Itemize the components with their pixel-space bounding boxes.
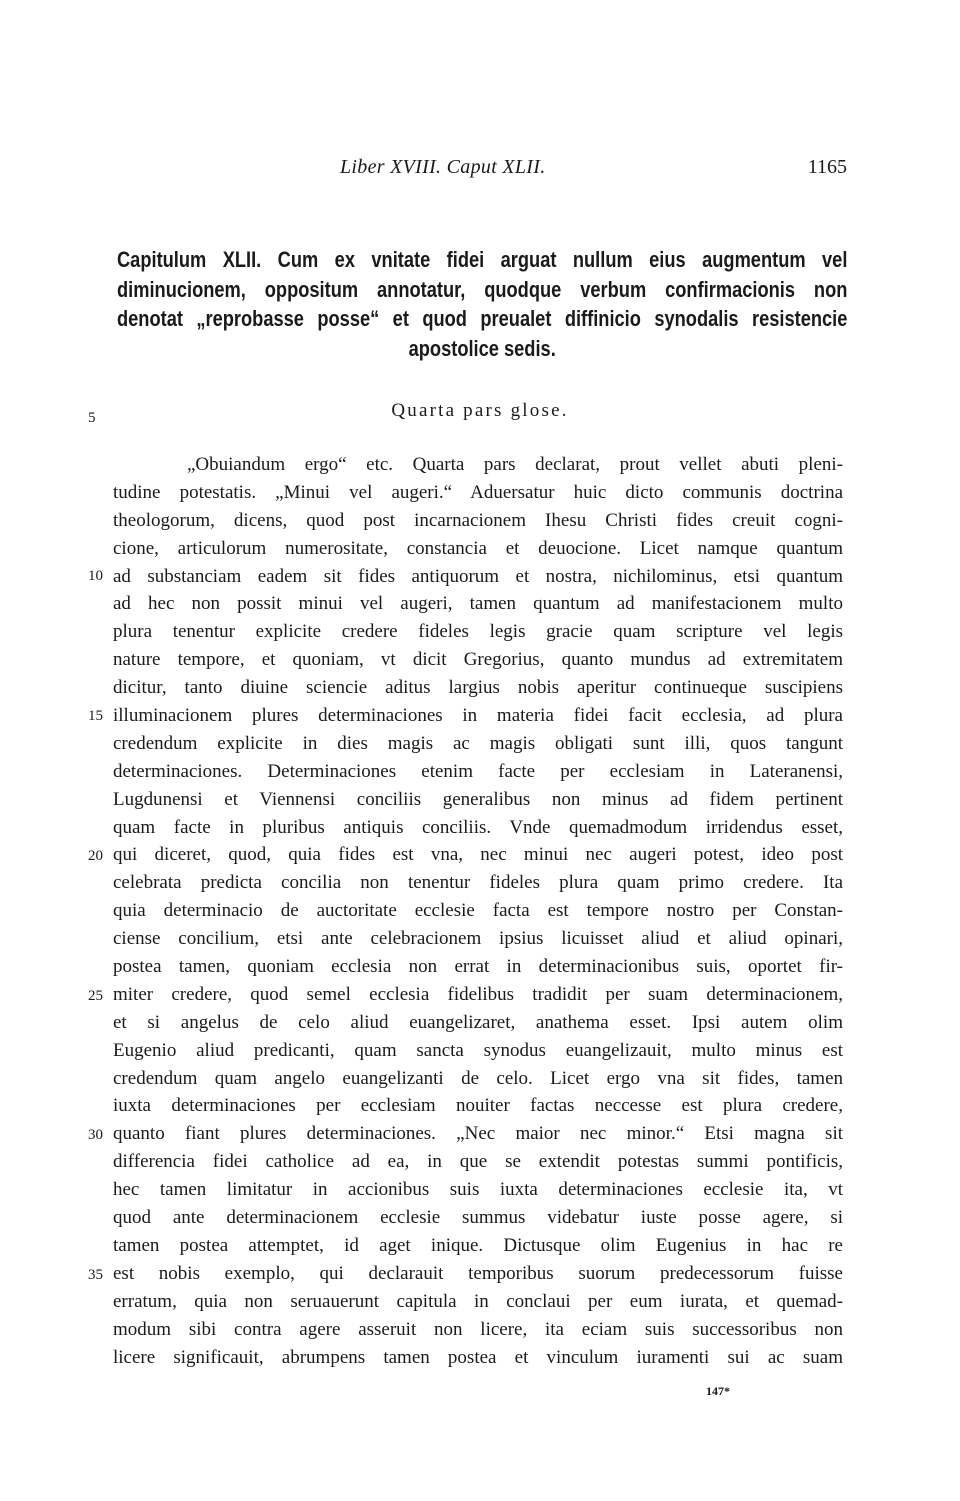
text-line: tudine potestatis. „Minui vel augeri.“ Aduersatur huic dicto communis doctrina <box>113 481 843 503</box>
text-line: plura tenentur explicite credere fideles legis gracie quam scripture vel legis <box>113 621 843 643</box>
text-line: quod ante determinacionem ecclesie summus videbatur iuste posse agere, si <box>113 1207 843 1229</box>
text-line: quia determinacio de auctoritate ecclesie facta est tempore nostro per Constan- <box>113 900 843 922</box>
text-line: nature tempore, et quoniam, vt dicit Gregorius, quanto mundus ad extremitatem <box>113 649 843 671</box>
chapter-heading-line: diminucionem, oppositum annotatur, quodque verbum confirmacionis non <box>117 276 848 302</box>
chapter-heading <box>117 245 847 363</box>
text-line: postea tamen, quoniam ecclesia non errat in determinacionibus suis, oportet fir- <box>113 956 843 978</box>
text-line: determinaciones. Determinaciones etenim facte per ecclesiam in Lateranensi, <box>113 760 843 782</box>
text-line: „Obuiandum ergo“ etc. Quarta pars declarat, prout vellet abuti pleni- <box>187 454 843 475</box>
text-line: Eugenio aliud predicanti, quam sancta synodus euangelizauit, multo minus est <box>113 1039 843 1061</box>
line-marker: 5 <box>88 410 96 426</box>
text-line: Lugdunensi et Viennensi conciliis generalibus non minus ad fidem pertinent <box>113 788 843 810</box>
line-marker: 15 <box>88 708 103 724</box>
text-line: ciense concilium, etsi ante celebracionem ipsius licuisset aliud et aliud opinari, <box>113 928 843 950</box>
text-line: licere significauit, abrumpens tamen postea et vinculum iuramenti sui ac suam <box>113 1346 843 1368</box>
chapter-heading-line: apostolice sedis. <box>408 335 556 361</box>
text-line: quam facte in pluribus antiquis conciliis. Vnde quemadmodum irridendus esset, <box>113 816 843 838</box>
line-marker: 35 <box>88 1267 103 1283</box>
chapter-heading-line: denotat „reprobasse posse“ et quod preualet diffinicio synodalis resistencie <box>117 306 848 331</box>
text-line: est nobis exemplo, qui declarauit temporibus suorum predecessorum fuisse <box>113 1262 843 1284</box>
text-line: theologorum, dicens, quod post incarnacionem Ihesu Christi fides creuit cogni- <box>113 509 843 531</box>
text-line: credendum quam angelo euangelizanti de celo. Licet ergo vna sit fides, tamen <box>113 1067 843 1089</box>
line-marker: 20 <box>88 848 103 864</box>
text-line: ad substanciam eadem sit fides antiquorum et nostra, nichilominus, etsi quantum <box>113 565 843 587</box>
text-line: iuxta determinaciones per ecclesiam nouiter factas neccesse est plura credere, <box>113 1095 843 1117</box>
text-line: differencia fidei catholice ad ea, in que se extendit potestas summi pontificis, <box>113 1151 843 1173</box>
text-line: qui diceret, quod, quia fides est vna, nec minui nec augeri potest, ideo post <box>113 844 843 866</box>
text-line: celebrata predicta concilia non tenentur fideles plura quam primo credere. Ita <box>113 872 843 894</box>
page-number: 1165 <box>807 156 847 178</box>
text-line: cione, articulorum numerositate, constancia et deuocione. Licet namque quantum <box>113 537 843 559</box>
section-heading: Quarta pars glose. <box>391 400 569 421</box>
text-line: ad hec non possit minui vel augeri, tamen quantum ad manifestacionem multo <box>113 593 843 615</box>
text-line: quanto fiant plures determinaciones. „Nec maior nec minor.“ Etsi magna sit <box>113 1123 843 1145</box>
line-marker: 25 <box>88 988 103 1004</box>
text-line: illuminacionem plures determinaciones in materia fidei facit ecclesia, ad plura <box>113 705 843 727</box>
text-line: erratum, quia non seruauerunt capitula in conclaui per eum iurata, et quemad- <box>113 1290 843 1312</box>
text-line: hec tamen limitatur in accionibus suis iuxta determinaciones ecclesie ita, vt <box>113 1179 843 1201</box>
text-line: tamen postea attemptet, id aget inique. Dictusque olim Eugenius in hac re <box>113 1234 843 1256</box>
text-line: dicitur, tanto diuine sciencie aditus largius nobis aperitur continueque suscipiens <box>113 677 843 699</box>
chapter-heading-line: Capitulum XLII. Cum ex vnitate fidei arguat nullum eius augmentum vel <box>117 247 848 272</box>
line-marker: 10 <box>88 568 103 584</box>
signature-mark: 147* <box>706 1384 730 1398</box>
text-line: miter credere, quod semel ecclesia fidelibus tradidit per suam determinacionem, <box>113 983 843 1005</box>
body-text <box>113 451 843 1371</box>
text-line: modum sibi contra agere asseruit non licere, ita eciam suis successoribus non <box>113 1318 843 1340</box>
line-marker: 30 <box>88 1127 103 1143</box>
text-line: et si angelus de celo aliud euangelizaret, anathema esset. Ipsi autem olim <box>113 1011 843 1033</box>
text-line: credendum explicite in dies magis ac magis obligati sunt illi, quos tangunt <box>113 732 843 754</box>
running-title: Liber XVIII. Caput XLII. <box>340 156 546 178</box>
